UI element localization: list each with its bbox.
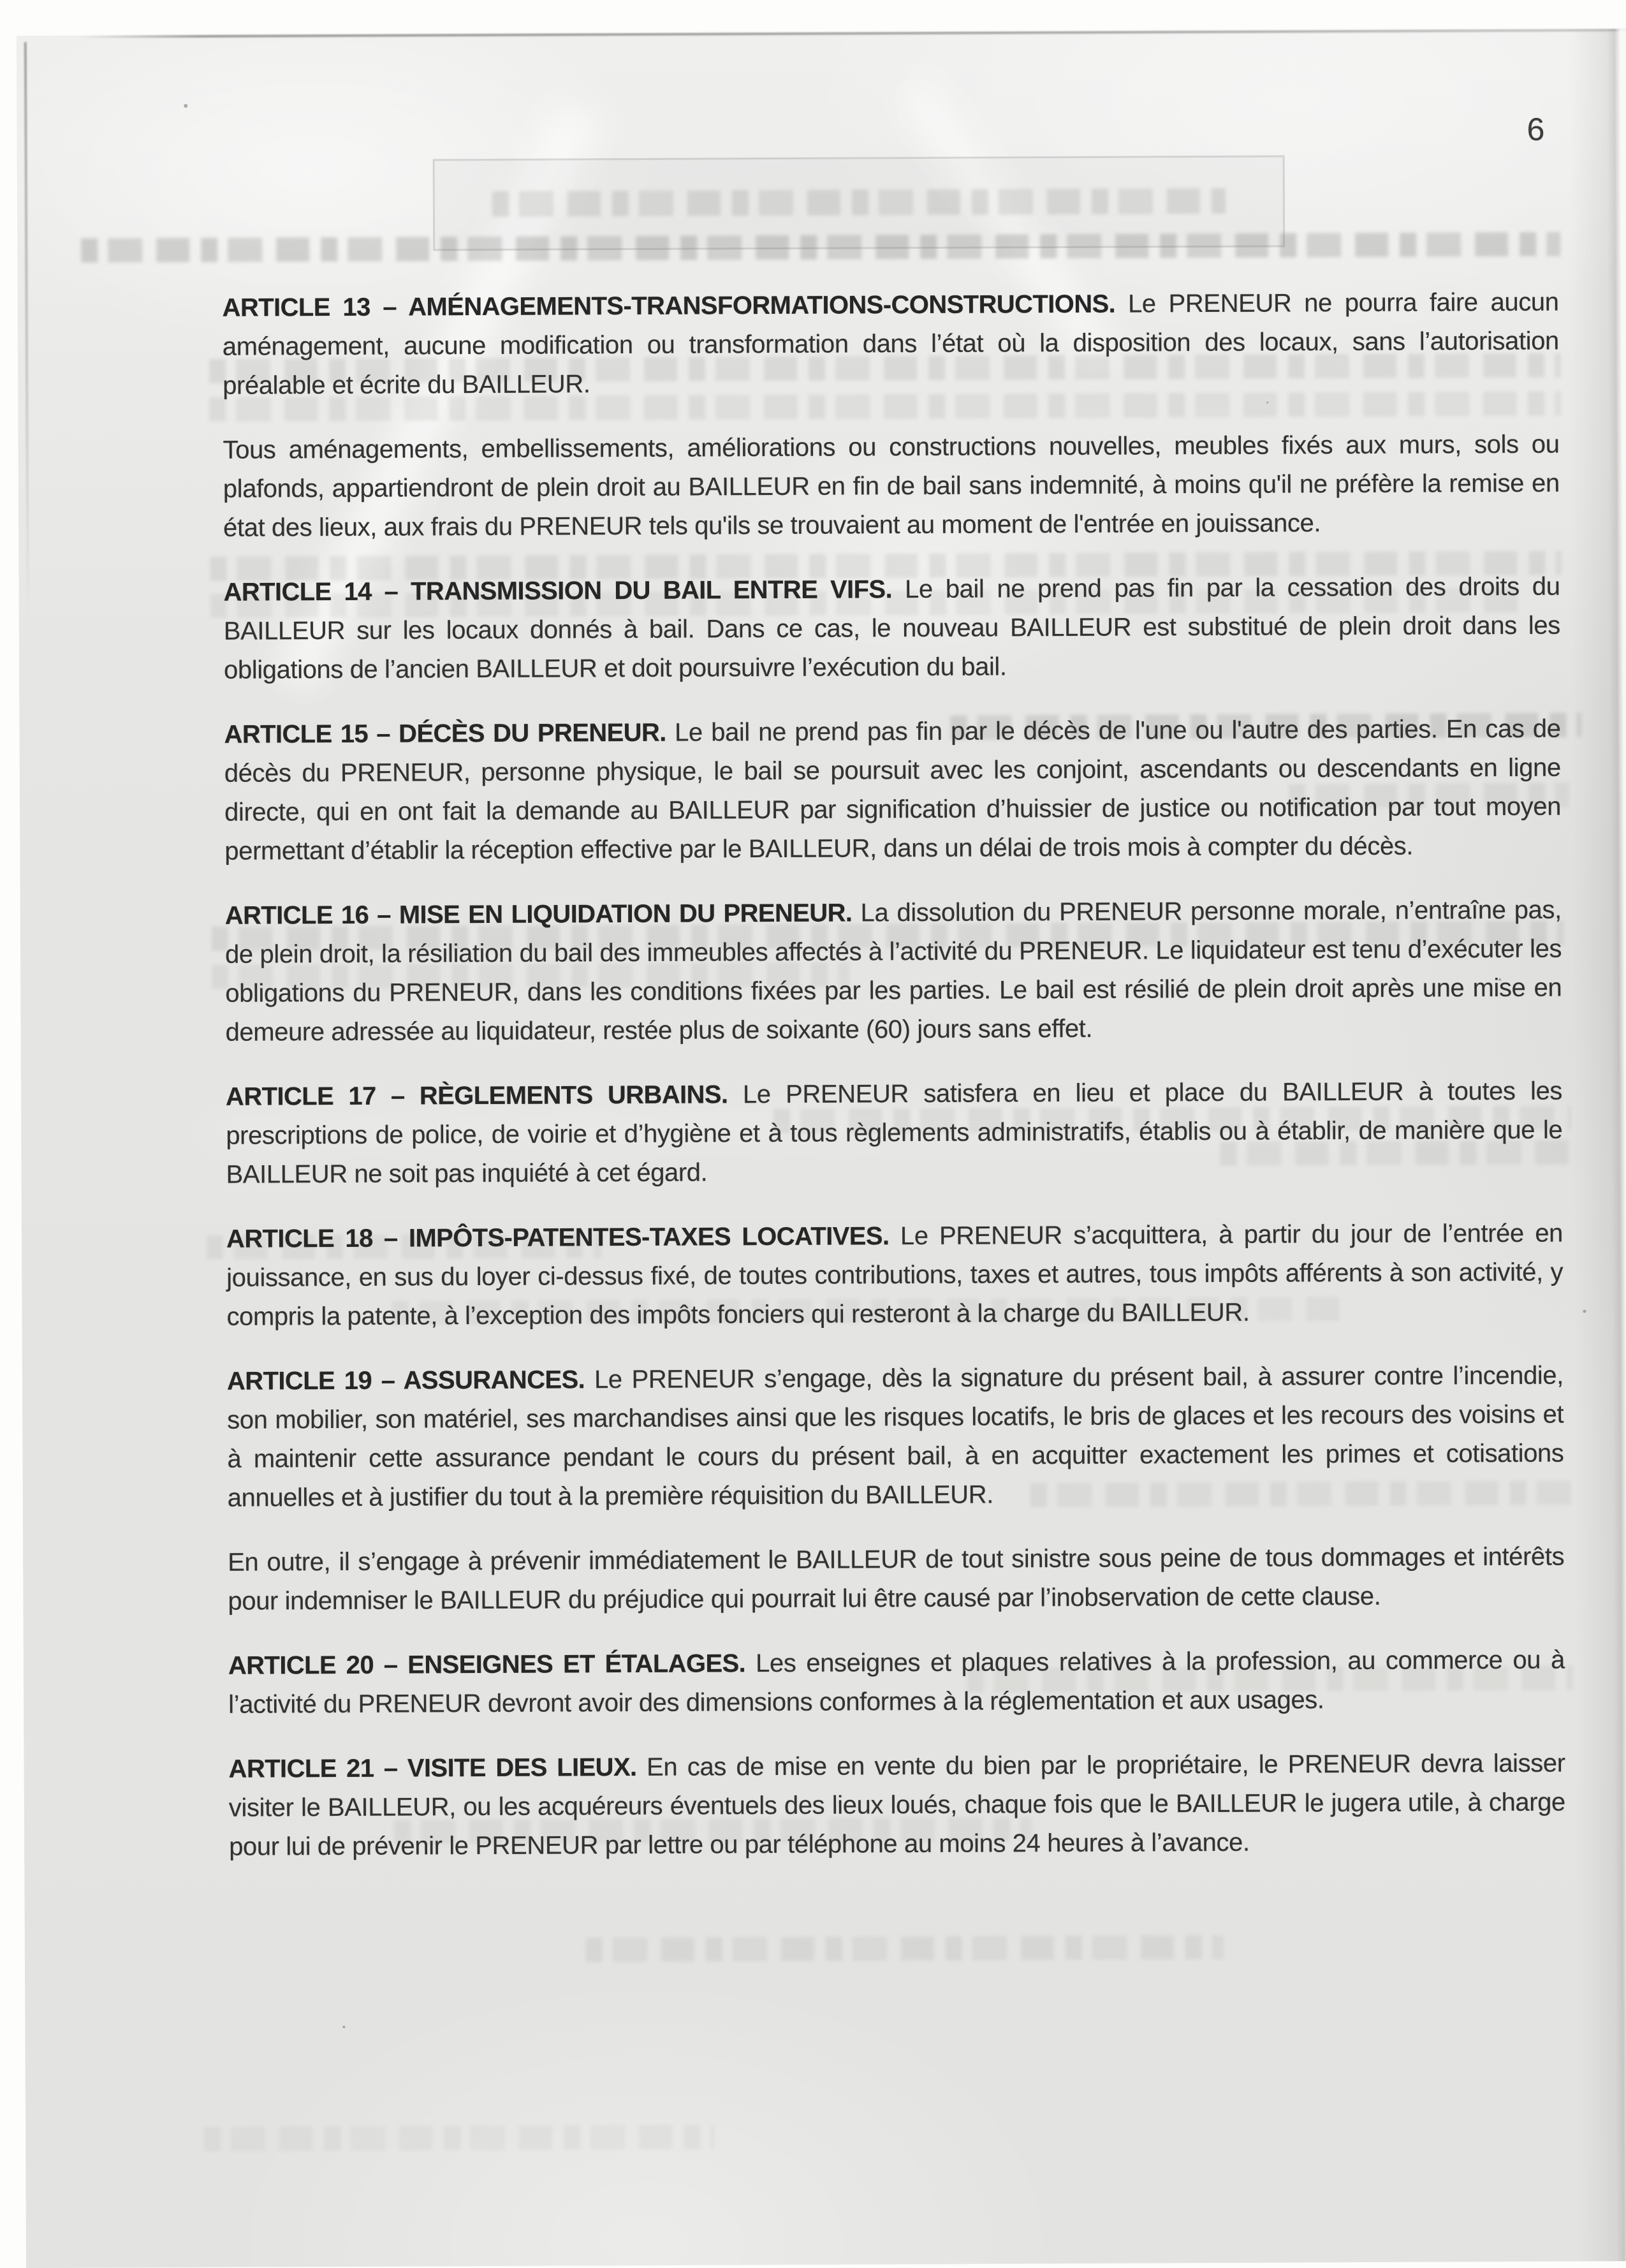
article-lead-paragraph (226, 1072, 1563, 1195)
article-paragraph: Tous aménagements, embellissements, améliorations ou constructions nouvelles, meubles fixés aux murs, sols ou plafonds, appartiendront de plein droit au BAILLEUR en fin de bail sans indemnité, à moins qu'il ne préfère la remise en état des lieux, aux frais du PRENEUR tels qu'ils se trouvaient au moment de l'entrée en jouissance. (223, 430, 1560, 542)
article-lead-text: Le bail ne prend pas fin par la cessation des droits du BAILLEUR sur les locaux donnés à bail. Dans ce cas, le nouveau BAILLEUR est substitué de plein droit dans les obligations de l’ancien BAILLEUR et doit poursuivre l’exécution du bail. (223, 572, 1560, 684)
articles (222, 283, 1565, 1892)
article-lead-text: Le PRENEUR s’engage, dès la signature du présent bail, à assurer contre l’incendie, son mobilier, son matériel, ses marchandises ainsi que les risques locatifs, le bris de glaces et les recours des voisins et à maintenir cette assurance pendant le cours du présent bail, à en acquitter exactement les primes et cotisations annuelles et à justifier du tout à la première réquisition du BAILLEUR. (227, 1361, 1564, 1512)
article-lead-text: La dissolution du PRENEUR personne morale, n’entraîne pas, de plein droit, la résiliation du bail des immeubles affectés à l’activité du PRENEUR. Le liquidateur est tenu d’exécuter les obligations du PRENEUR, dans les conditions fixées par les parties. Le bail est résilié de plein droit après une mise en demeure adressée au liquidateur, restée plus de soixante (60) jours sans effet. (224, 895, 1562, 1047)
bleed-through-text (586, 1935, 1224, 1962)
article-heading: ARTICLE 14 – TRANSMISSION DU BAIL ENTRE VIFS. (223, 575, 893, 607)
article-heading: ARTICLE 21 – VISITE DES LIEUX. (228, 1753, 637, 1783)
article-lead-paragraph (228, 1744, 1565, 1867)
article-heading: ARTICLE 19 – ASSURANCES. (226, 1366, 585, 1395)
article (228, 1641, 1565, 1725)
page-right-edge-shadow (1569, 29, 1626, 2261)
article (228, 1744, 1565, 1867)
article-heading: ARTICLE 15 – DÉCÈS DU PRENEUR. (224, 718, 666, 749)
page-number: 6 (1527, 111, 1545, 147)
article-lead-paragraph (226, 1214, 1564, 1337)
article-heading: ARTICLE 16 – MISE EN LIQUIDATION DU PRENEUR. (224, 899, 853, 930)
article-lead-text: Le PRENEUR satisfera en lieu et place du BAILLEUR à toutes les prescriptions de police, de voirie et d’hygiène et à tous règlements administratifs, établis ou à établir, de manière que le BAILLEUR ne soit pas inquiété à cet égard. (226, 1077, 1563, 1189)
bleed-through-text (81, 232, 1560, 263)
article (222, 283, 1560, 548)
dust-speck (342, 2026, 345, 2028)
dust-speck (184, 104, 187, 108)
article-lead-text: Le PRENEUR ne pourra faire aucun aménagement, aucune modification ou transformation dans l’état où la disposition des locaux, sans l’autorisation préalable et écrite du BAILLEUR. (222, 288, 1559, 400)
article-heading: ARTICLE 13 – AMÉNAGEMENTS-TRANSFORMATIONS-CONSTRUCTIONS. (222, 290, 1116, 322)
article (224, 710, 1561, 871)
article-lead-paragraph (223, 568, 1560, 690)
article-lead-text: Les enseignes et plaques relatives à la profession, au commerce ou à l’activité du PRENEUR devront avoir des dimensions conformes à la réglementation et aux usages. (228, 1646, 1565, 1719)
article (223, 568, 1560, 690)
bleed-through-text (204, 2124, 714, 2151)
article-heading: ARTICLE 18 – IMPÔTS-PATENTES-TAXES LOCATIVES. (226, 1222, 890, 1253)
article-lead-paragraph (224, 710, 1561, 871)
article-heading: ARTICLE 17 – RÈGLEMENTS URBAINS. (225, 1080, 728, 1111)
article (226, 1214, 1564, 1337)
article-lead-paragraph (227, 1357, 1564, 1518)
article-lead-paragraph (222, 283, 1559, 406)
bleed-through-text (492, 188, 1226, 217)
article-lead-text: En cas de mise en vente du bien par le propriétaire, le PRENEUR devra laisser visiter le BAILLEUR, ou les acquéreurs éventuels des lieux loués, chaque fois que le BAILLEUR le jugera utile, à charge pour lui de prévenir le PRENEUR par lettre ou par téléphone au moins 24 heures à l’avance. (228, 1749, 1565, 1861)
article-lead-text: Le bail ne prend pas fin par le décès de l'une ou l'autre des parties. En cas de décès du PRENEUR, personne physique, le bail se poursuit avec les conjoint, ascendants ou descendants en ligne directe, qui en ont fait la demande au BAILLEUR par signification d’huissier de justice ou notification par tout moyen permettant d’établir la réception effective par le BAILLEUR, dans un délai de trois mois à compter du décès. (224, 714, 1562, 865)
article (226, 1072, 1563, 1195)
article-lead-paragraph (225, 891, 1562, 1052)
article-lead-text: Le PRENEUR s’acquittera, à partir du jour de l’entrée en jouissance, en sus du loyer ci-dessus fixé, de toutes contributions, taxes et autres, tous impôts afférents à son activité, y compris la patente, à l’exception des impôts fonciers qui resteront à la charge du BAILLEUR. (226, 1219, 1564, 1331)
paper-sheet (17, 29, 1626, 2268)
article-heading: ARTICLE 20 – ENSEIGNES ET ÉTALAGES. (228, 1649, 746, 1680)
article (227, 1357, 1565, 1621)
article-paragraph: En outre, il s’engage à prévenir immédiatement le BAILLEUR de tout sinistre sous peine de tous dommages et intérêts pour indemniser le BAILLEUR du préjudice qui pourrait lui être causé par l’inobservation de cette clause. (228, 1542, 1565, 1616)
article-lead-paragraph (228, 1641, 1565, 1725)
article (225, 891, 1562, 1052)
